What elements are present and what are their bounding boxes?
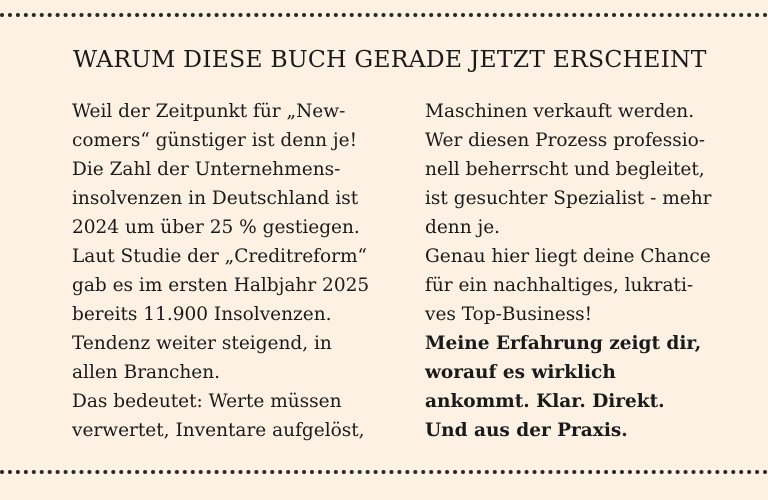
text-line: bereits 11.900 Insolvenzen. [72,304,332,325]
text-line: Tendenz weiter steigend, in [72,333,332,354]
text-line: verwertet, Inventare aufgelöst, [72,420,365,441]
text-line: ves Top-Business! [425,304,593,325]
section-heading: WARUM DIESE BUCH GERADE JETZT ERSCHEINT [73,45,707,73]
text-line: insolvenzen in Deutschland ist [72,188,359,209]
text-line: nell beherrscht und begleitet, [425,159,705,180]
text-line: gab es im ersten Halbjahr 2025 [72,275,370,296]
right-text-column [425,97,755,445]
top-dotted-divider [0,13,768,17]
text-line: Weil der Zeitpunkt für „New- [72,101,346,122]
bottom-dotted-divider [0,470,768,474]
bold-text-line: worauf es wirklich [425,362,616,383]
text-line: allen Branchen. [72,362,221,383]
text-line: denn je. [425,217,501,238]
bold-text-line: ankommt. Klar. Direkt. [425,391,665,412]
text-line: comers“ günstiger ist denn je! [72,130,358,151]
text-line: ist gesuchter Spezialist - mehr [425,188,712,209]
bold-text-line: Meine Erfahrung zeigt dir, [425,333,702,354]
text-line: für ein nachhaltiges, lukrati- [425,275,694,296]
text-line: Genau hier liegt deine Chance [425,246,711,267]
text-line: 2024 um über 25 % gestiegen. [72,217,360,238]
text-line: Das bedeutet: Werte müssen [72,391,342,412]
bold-text-line: Und aus der Praxis. [425,420,628,441]
left-text-column [72,97,402,445]
text-line: Die Zahl der Unternehmens- [72,159,341,180]
text-line: Laut Studie der „Creditreform“ [72,246,368,267]
text-line: Wer diesen Prozess professio- [425,130,706,151]
text-line: Maschinen verkauft werden. [425,101,695,122]
